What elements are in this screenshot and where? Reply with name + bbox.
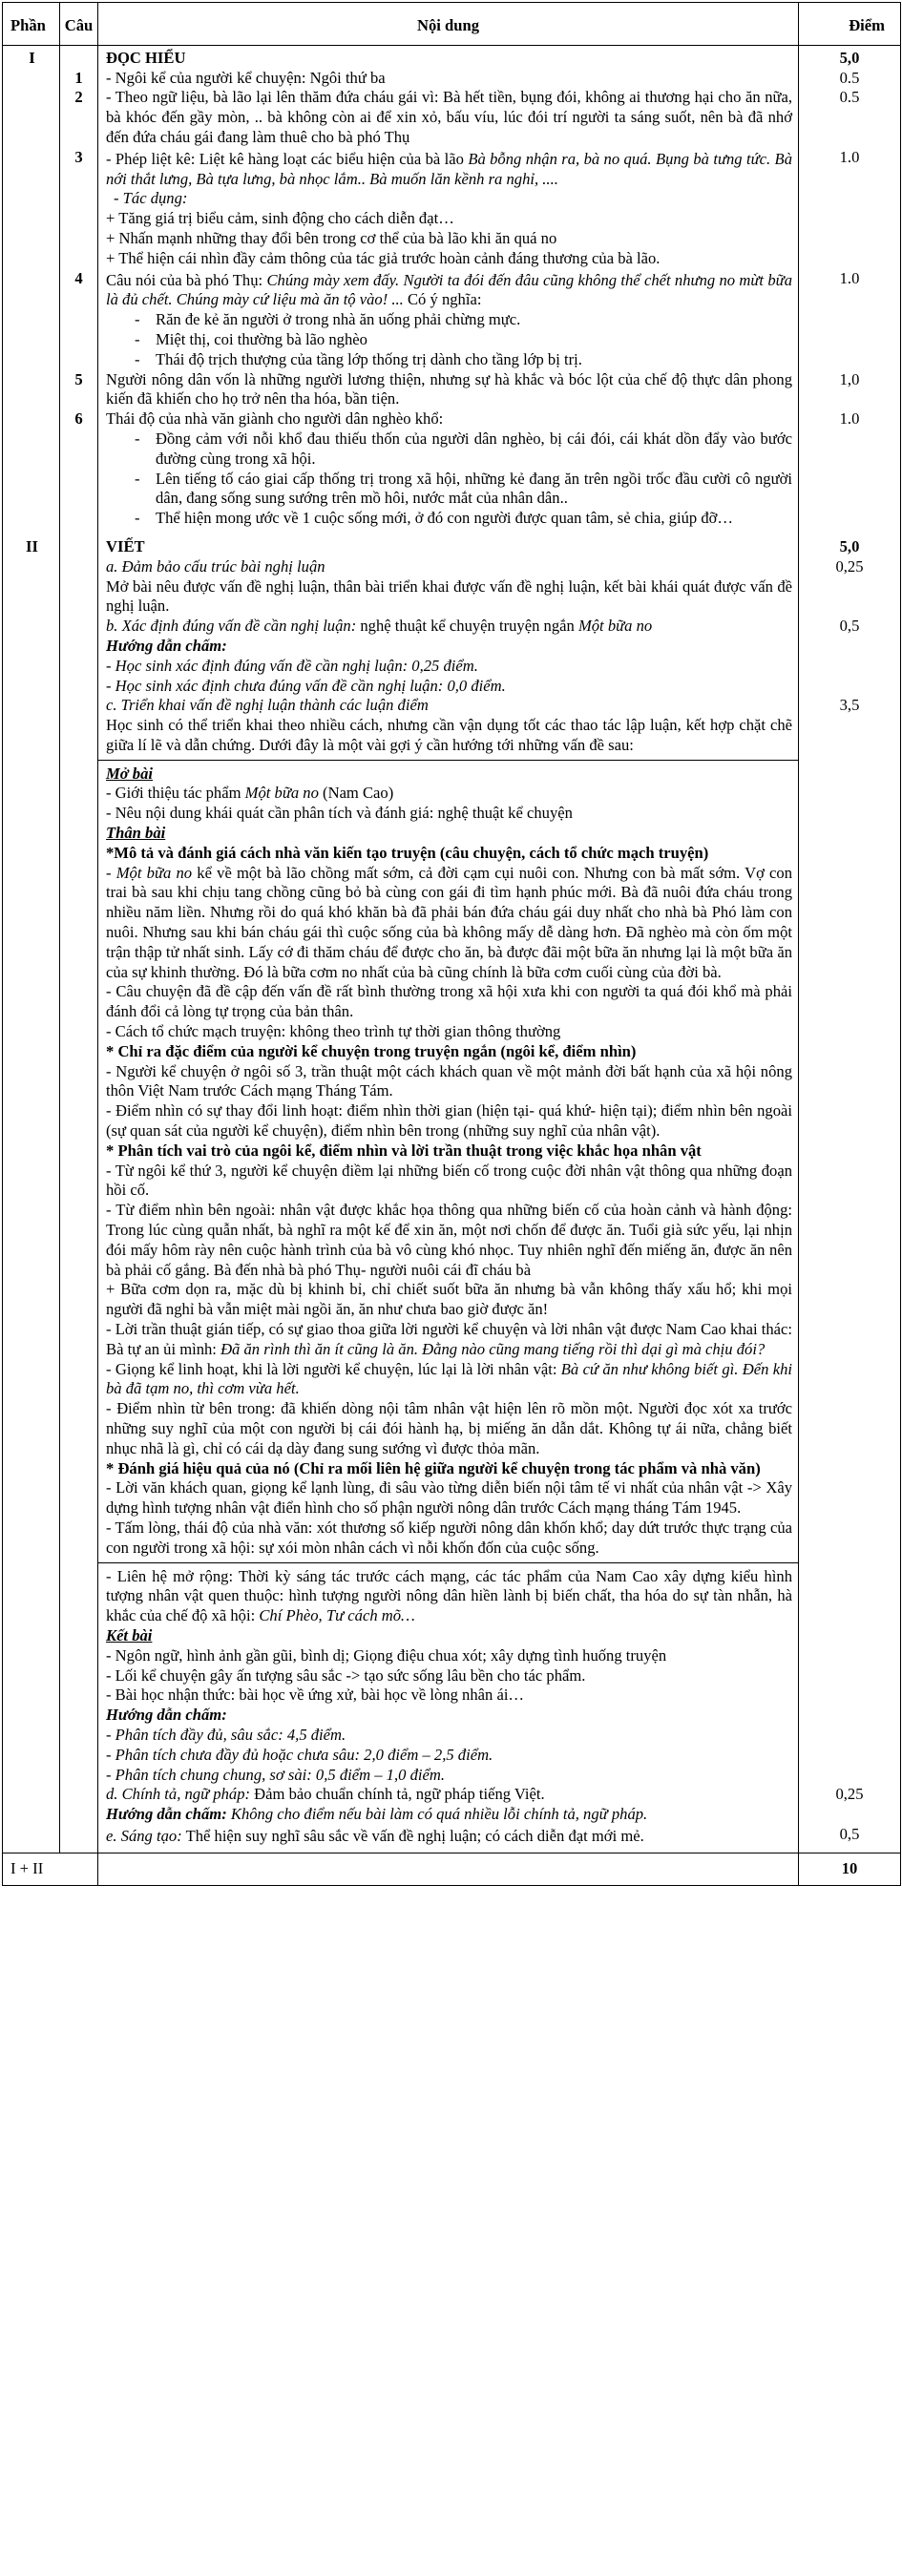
tb1-p1a: -	[106, 863, 116, 882]
q2-score: 0.5	[799, 88, 901, 147]
criterion-b	[98, 617, 799, 696]
part2-c-row	[3, 696, 901, 1785]
criterion-d-score: 0,25	[799, 1785, 901, 1825]
q1-answer: - Ngôi kể của người kể chuyện: Ngôi thứ ba	[98, 69, 799, 89]
criterion-d	[98, 1785, 799, 1825]
q4-lead: Câu nói của bà phó Thụ:	[106, 270, 267, 289]
part2-roman: II	[3, 534, 60, 557]
criterion-e-score: 0,5	[799, 1825, 901, 1853]
part2-b-row	[3, 617, 901, 696]
q4-tail: Có ý nghĩa:	[403, 290, 482, 309]
q5-answer: Người nông dân vốn là những người lương thiện, nhưng sự hà khắc và bóc lột của chế độ thực dân phong kiến đã khiến cho họ trở nên tha hóa, bần tiện.	[98, 370, 799, 410]
tb1-title: *Mô tả và đánh giá cách nhà văn kiến tạo truyện (câu chuyện, cách tổ chức mạch truyện)	[106, 843, 709, 862]
q2-answer: - Theo ngữ liệu, bà lão lại lên thăm đứa cháu gái vì: Bà hết tiền, bụng đói, không ai thương hại cho ăn nữa, bà khóc đến gầy mòn, .. bà không còn ai để xin xỏ, bấu víu, lúc đói trí người ta sáng suốt, nên bà đã nhớ đến đứa cháu gái đang làm thuê cho bà phó Thụ	[98, 88, 799, 147]
tb4-p3-works: Chí Phèo, Tư cách mõ…	[259, 1606, 415, 1625]
table-header-row	[3, 3, 901, 46]
part1-roman: I	[3, 45, 60, 68]
tb3-p2: - Từ điểm nhìn bên ngoài: nhân vật được khắc họa thông qua những biến cố của hoàn cảnh và hành động: Trong lúc cùng quẫn nhất, bà nghĩ ra một kế để xin ăn, một nơi chốn để được ăn. Tuổi già sức yếu, lại nhịn đói mấy hôm rày nên cuộc hành trình của bà vô cùng khó nhọc. Tuy nhiên nghĩ đến miếng ăn, được ăn nên bà phải cố gắng. Bà đến nhà bà phó Thụ- người nuôi cái đĩ cháu bà	[106, 1201, 792, 1279]
ket-bai-3: - Bài học nhận thức: bài học về ứng xử, bài học về lòng nhân ái…	[106, 1686, 525, 1705]
part1-q6-row	[3, 409, 901, 529]
q3-quote: Bà bỗng nhận ra, bà no quá. Bụng bà tưng tức. Bà nới thắt lưng, Bà tựa lưng, bà nhọc lắm.. Bà muốn lăn kềnh ra nghỉ, ....	[106, 149, 792, 188]
tb3-title: * Phân tích vai trò của ngôi kể, điểm nhìn và lời trần thuật trong việc khắc họa nhân vật	[106, 1141, 702, 1160]
tb2-p2: - Điểm nhìn có sự thay đổi linh hoạt: điểm nhìn thời gian (hiện tại- quá khứ- hiện tại); điểm nhìn bên ngoài (sự quan sát của người kể chuyện), điểm nhìn bên trong (những suy nghĩ của nhân vật).	[106, 1101, 792, 1141]
criterion-d-text: Đảm bảo chuẩn chính tả, ngữ pháp tiếng Việt.	[250, 1785, 545, 1804]
mo-bai-work: Một bữa no	[244, 784, 319, 803]
criterion-a-title: a. Đảm bảo cấu trúc bài nghị luận	[106, 556, 325, 576]
tb3-p5-quote: Bà cứ ăn như không biết gì. Đến khi bà đã tạm no, thì cơm vừa hết.	[106, 1359, 792, 1398]
tb3-p1: - Từ ngôi kể thứ 3, người kể chuyện điềm lại những biến cố trong cuộc đời nhân vật thông qua những đoạn hồi cố.	[106, 1161, 792, 1200]
q6-lead: Thái độ của nhà văn giành cho người dân nghèo khổ:	[106, 409, 444, 429]
ket-bai-title: Kết bài	[106, 1625, 153, 1644]
part1-q3-row	[3, 148, 901, 269]
mo-bai-1a: - Giới thiệu tác phẩm	[106, 784, 245, 803]
part2-e-row	[3, 1825, 901, 1853]
part1-title: ĐỌC HIỂU	[98, 45, 799, 68]
header-content: Nội dung	[98, 3, 799, 46]
criterion-b-title: b. Xác định đúng vấn đề cần nghị luận:	[106, 617, 357, 636]
criterion-c-guide-1: - Phân tích đầy đủ, sâu sắc: 4,5 điểm.	[106, 1725, 346, 1744]
q3-effect-2: + Nhấn mạnh những thay đổi bên trong cơ thể của bà lão khi ăn quá no	[106, 228, 557, 247]
criterion-c-guide-2: - Phân tích chưa đầy đủ hoặc chưa sâu: 2,0 điểm – 2,5 điểm.	[106, 1745, 493, 1764]
tb3-p6: - Điểm nhìn từ bên trong: đã khiến dòng nội tâm nhân vật hiện lên rõ mồn một. Người đọc xót xa trước những suy nghĩ của một con người bị cái đói hành hạ, bị miếng ăn dẫn dắt. Không tự ái nữa, chẳng biết nhục nhã là gì, chỉ có cái dạ dày đang sung sướng vì được thỏa mãn.	[106, 1399, 792, 1457]
part1-q4-row	[3, 269, 901, 370]
tb3-p3: + Bữa cơm dọn ra, mặc dù bị khinh bỉ, chỉ chiết suốt bữa ăn nhưng bà vẫn không thấy xấu hổ; khi mọi người đã nghỉ bà vẫn miệt mài ngồi ăn, ăn như chưa bao giờ được ăn!	[106, 1280, 792, 1319]
tb4-p1: - Lời văn khách quan, giọng kể lạnh lùng, đi sâu vào từng diễn biến nội tâm tế vi nhất của nhân vật -> Xây dựng hình tượng nhân vật điển hình cho số phận người nông dân trước Cách mạng tháng Tám 1945.	[106, 1478, 792, 1518]
criterion-c	[98, 696, 799, 1785]
q6-bullet-3: - Thể hiện mong ước về 1 cuộc sống mới, ở đó con người được quan tâm, sẻ chia, giúp đỡ…	[156, 509, 792, 529]
answer-key-table	[2, 2, 901, 1886]
q6-bullet-2: - Lên tiếng tố cáo giai cấp thống trị trong xã hội, những kẻ đang ăn trên ngồi trốc đầu cười cô người dân, đang sống sung sướng trên mồ hôi, nước mắt của nhân dân..	[156, 470, 792, 510]
part1-q5-row	[3, 370, 901, 410]
criterion-a	[98, 557, 799, 617]
total-row	[3, 1853, 901, 1885]
total-label: I + II	[3, 1853, 98, 1885]
q4-number: 4	[60, 269, 98, 370]
tb3-p4-quote: Đã ăn rình thì ăn ít cũng là ăn. Đằng nào cũng mang tiếng rồi thì dại gì mà chịu đói?	[220, 1339, 766, 1358]
q1-score: 0.5	[799, 69, 901, 89]
than-bai-title: Thân bài	[106, 824, 166, 843]
q5-score: 1,0	[799, 370, 901, 410]
criterion-c-score: 3,5	[799, 696, 901, 1785]
q5-number: 5	[60, 370, 98, 410]
part2-score: 5,0	[799, 534, 901, 557]
q3-score: 1.0	[799, 148, 901, 269]
q4-quote: Chúng mày xem đấy. Người ta đói đến đâu cũng không thể chết nhưng no mừt bữa là đủ chết. Chúng mày cứ liệu mà ăn tộ vào! ...	[106, 270, 792, 309]
criterion-b-work: Một bữa no	[577, 617, 653, 636]
total-score: 10	[799, 1853, 901, 1885]
criterion-b-score: 0,5	[799, 617, 901, 696]
tb2-title: * Chỉ ra đặc điểm của người kể chuyện trong truyện ngắn (ngôi kể, điểm nhìn)	[106, 1041, 637, 1060]
q2-number: 2	[60, 88, 98, 147]
tb3-p4a: - Lời trần thuật gián tiếp, có sự giao thoa giữa lời người kể chuyện và lời nhân vật được Nam Cao khai thác: Bà tự an ủi mình:	[106, 1320, 792, 1358]
part2-a-row	[3, 557, 901, 617]
criterion-b-guide-title: Hướng dẫn chấm:	[106, 636, 227, 655]
criterion-c-guide-3: - Phân tích chung chung, sơ sài: 0,5 điểm – 1,0 điểm.	[106, 1765, 445, 1784]
q3-effect-3: + Thể hiện cái nhìn đầy cảm thông của tác giả trước hoàn cảnh đáng thương của bà lão.	[106, 248, 661, 267]
part1-title-row	[3, 45, 901, 68]
header-section: Phần	[3, 3, 60, 46]
header-score: Điểm	[799, 3, 901, 46]
part2-title-row	[3, 534, 901, 557]
ket-bai-1: - Ngôn ngữ, hình ảnh gần gũi, bình dị; Giọng điệu chua xót; xây dựng tình huống truyện	[106, 1645, 667, 1665]
criterion-e-text: Thể hiện suy nghĩ sâu sắc về vấn đề nghị luận; có cách diễn đạt mới mẻ.	[181, 1826, 644, 1845]
part2-d-row	[3, 1785, 901, 1825]
header-question: Câu	[60, 3, 98, 46]
criterion-c-title: c. Triển khai vấn đề nghị luận thành các luận điểm	[106, 696, 429, 715]
q4-bullet-1: - Răn đe kẻ ăn người ở trong nhà ăn uống phải chừng mực.	[156, 310, 792, 330]
part1-score: 5,0	[799, 45, 901, 68]
tb1-work: Một bữa no	[115, 863, 193, 882]
part2-title: VIẾT	[98, 534, 799, 557]
q4-answer	[98, 269, 799, 370]
tb2-p1: - Người kể chuyện ở ngôi số 3, trần thuật một cách khách quan về một mảnh đời bất hạnh của xã hội nông thôn Việt Nam trước Cách mạng Tháng Tám.	[106, 1061, 792, 1100]
criterion-d-guide-title: Hướng dẫn chấm:	[106, 1805, 227, 1824]
criterion-d-guide: Không cho điểm nếu bài làm có quá nhiều lỗi chính tả, ngữ pháp.	[230, 1805, 648, 1824]
mo-bai-1c: (Nam Cao)	[318, 784, 394, 803]
q6-bullet-1: - Đồng cảm với nỗi khổ đau thiếu thốn của người dân nghèo, bị cái đói, cái khát dồn đẩy vào bước đường cùng trong xã hội.	[156, 429, 792, 470]
q4-bullet-2: - Miệt thị, coi thường bà lão nghèo	[156, 330, 792, 350]
tb1-p1c: kể về một bà lão chồng mất sớm, cả đời cạm cụi nuôi con. Nhưng con bà mất sớm. Vợ con trai bà sau khi chịu tang chồng cũng bỏ bà cùng con gái đi tìm hạnh phúc mới. Bà đã nuôi đứa cháu trong nhiều năm liền. Nhưng rồi do quá khó khăn bà đã phải bán đứa cháu gái duy nhất cho nhà bà Phó làm con nuôi. Nhưng sau khi bán cháu gái thì cuộc sống của bà không mấy dễ dàng hơn. Đã nghèo mà còn ốm một trận thập tử nhất sinh. Lấy cớ đi thăm cháu để được cho ăn, bà được đãi một bữa ăn nhưng lại là một bữa ăn của sự khinh thường. Đó là bữa cơm no nhất của bà cũng chính là bữa cơm cuối cùng của đời bà.	[106, 863, 792, 981]
page-break-line-2	[98, 1562, 798, 1563]
criterion-a-text: Mở bài nêu được vấn đề nghị luận, thân bài triển khai được vấn đề nghị luận, kết bài khái quát được vấn đề nghị luận.	[106, 576, 792, 616]
tb4-p2: - Tấm lòng, thái độ của nhà văn: xót thương số kiếp người nông dân khốn khổ; day dứt trước thực trạng của con người trong xã hội: sự xói mòn nhân cách vì nỗi khốn đốn của cuộc sống.	[106, 1518, 792, 1557]
q6-score: 1.0	[799, 409, 901, 529]
ket-bai-2: - Lối kể chuyện gây ấn tượng sâu sắc -> tạo sức sống lâu bền cho tác phẩm.	[106, 1665, 586, 1685]
criterion-b-guide-1: - Học sinh xác định đúng vấn đề cần nghị luận: 0,25 điểm.	[106, 656, 478, 675]
mo-bai-title: Mở bài	[106, 764, 154, 783]
q3-effect-1: + Tăng giá trị biểu cảm, sinh động cho cách diễn đạt…	[106, 209, 454, 228]
page-break-line	[98, 760, 798, 761]
q6-answer	[98, 409, 799, 529]
q3-answer	[98, 148, 799, 269]
q3-number: 3	[60, 148, 98, 269]
criterion-d-title: d. Chính tả, ngữ pháp:	[106, 1785, 251, 1804]
criterion-e	[98, 1825, 799, 1853]
tb3-p5a: - Giọng kể linh hoạt, khi là lời người kể chuyện, lúc lại là lời nhân vật:	[106, 1359, 561, 1378]
part1-q1-row	[3, 69, 901, 89]
criterion-b-guide-2: - Học sinh xác định chưa đúng vấn đề cần nghị luận: 0,0 điểm.	[106, 676, 506, 695]
criterion-c-intro: Học sinh có thể triển khai theo nhiều cách, nhưng cần vận dụng tốt các thao tác lập luận, kết hợp chặt chẽ giữa lí lẽ và dẫn chứng. Dưới đây là một vài gợi ý cần hướng tới những vấn đề sau:	[106, 716, 792, 754]
q3-lead: - Phép liệt kê: Liệt kê hàng loạt các biểu hiện của bà lão	[106, 149, 469, 168]
q4-score: 1.0	[799, 269, 901, 370]
tb4-p3a: - Liên hệ mở rộng: Thời kỳ sáng tác trước cách mạng, các tác phẩm của Nam Cao xây dựng kiểu hình tượng nhân vật quen thuộc: hình tượng người nông dân hiền lành bị biến chất, tha hóa do sự tàn nhẫn, hà khắc của chế độ xã hội:	[106, 1566, 792, 1625]
mo-bai-2: - Nêu nội dung khái quát cần phân tích và đánh giá: nghệ thuật kể chuyện	[106, 804, 573, 823]
criterion-e-title: e. Sáng tạo:	[106, 1826, 182, 1845]
q1-number: 1	[60, 69, 98, 89]
tb4-title: * Đánh giá hiệu quả của nó (Chỉ ra mối liên hệ giữa người kể chuyện trong tác phẩm và nhà văn)	[106, 1458, 761, 1477]
criterion-c-guide-title: Hướng dẫn chấm:	[106, 1706, 227, 1725]
q4-bullet-3: - Thái độ trịch thượng của tầng lớp thống trị dành cho tầng lớp bị trị.	[156, 350, 792, 370]
part1-q2-row	[3, 88, 901, 147]
tb1-p2: - Câu chuyện đã đề cập đến vấn đề rất bình thường trong xã hội xưa khi con người ta quá đói khổ mà phải đánh đổi cả lòng tự trọng của bản thân.	[106, 982, 792, 1021]
q3-effect-title: - Tác dụng:	[114, 189, 188, 208]
criterion-b-text: nghệ thuật kể chuyện truyện ngắn	[356, 617, 578, 636]
q6-number: 6	[60, 409, 98, 529]
tb1-p3: - Cách tổ chức mạch truyện: không theo trình tự thời gian thông thường	[106, 1022, 561, 1041]
criterion-a-score: 0,25	[799, 557, 901, 617]
